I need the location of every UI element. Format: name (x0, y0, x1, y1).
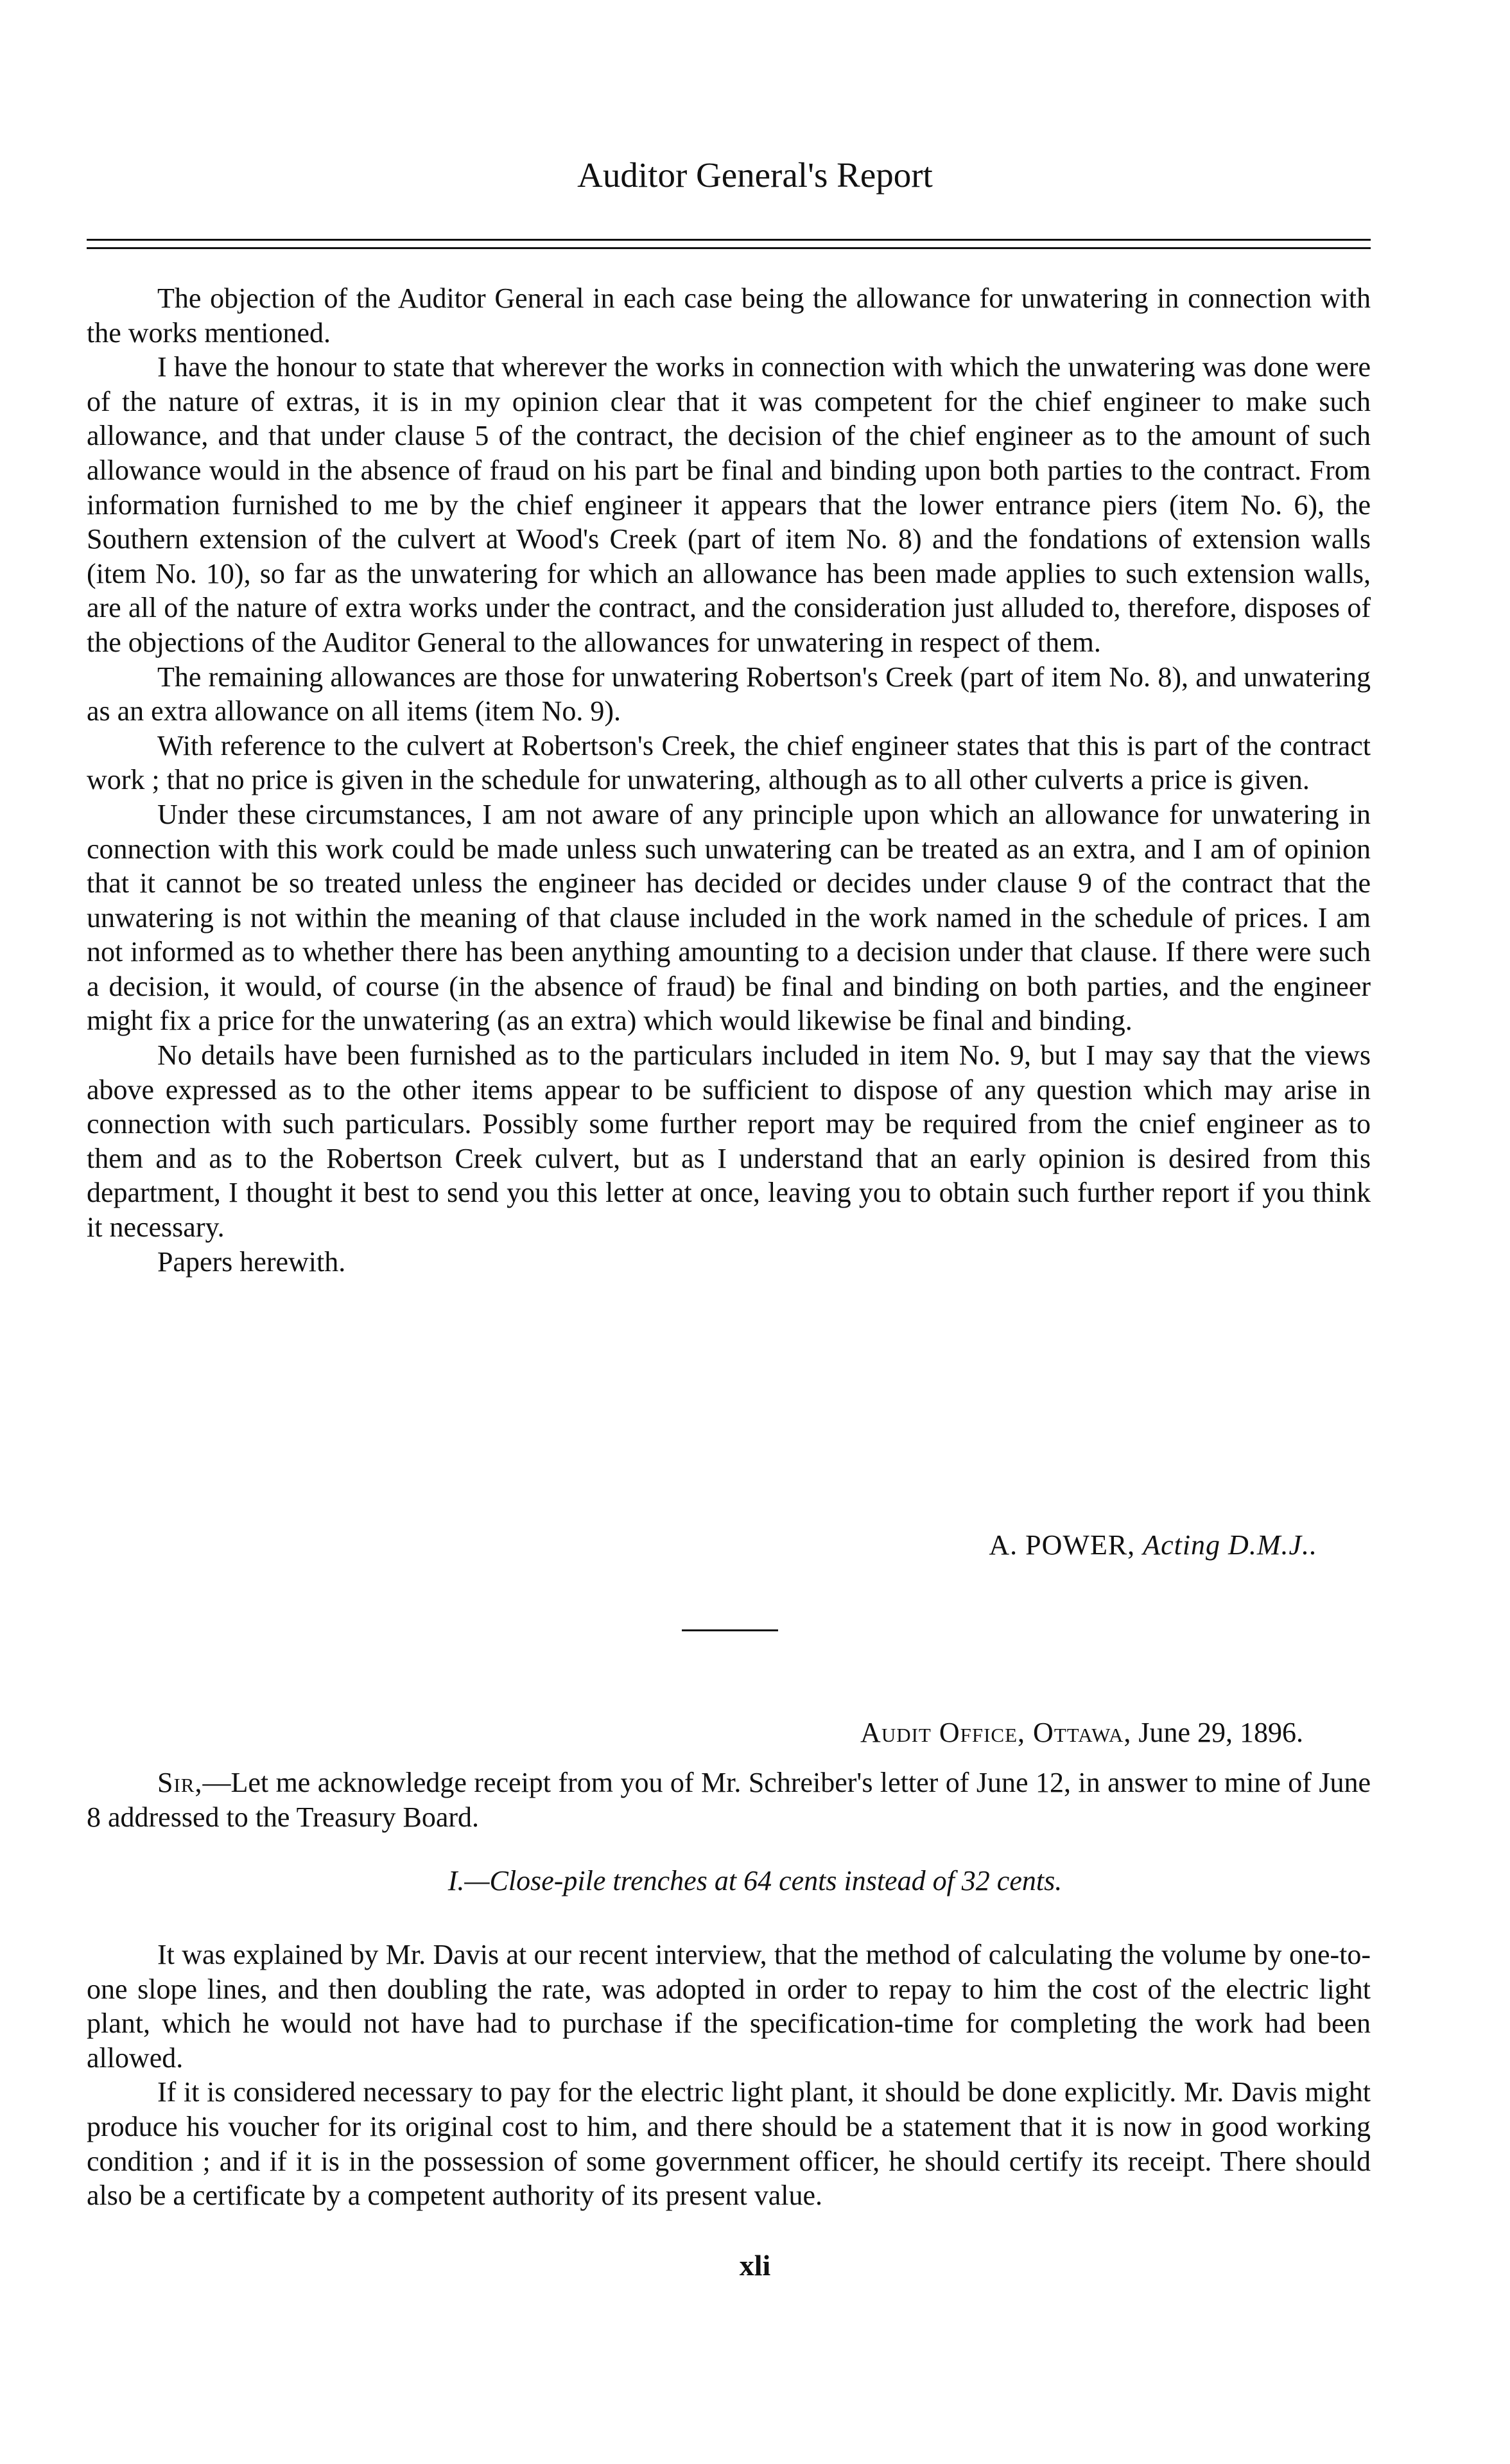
signature-title: Acting D.M.J.. (1143, 1529, 1317, 1561)
paragraph: Papers herewith. (157, 1245, 346, 1278)
second-letter-opening (87, 1766, 1371, 1834)
signature-name: A. POWER, (989, 1529, 1136, 1561)
header-double-rule (87, 239, 1371, 249)
letter-body (87, 281, 1371, 1279)
paragraph: Under these circumstances, I am not aware of any principle upon which an allowance for unwatering in connection with this work could be made unless such unwatering can be treated as an extra, and I am of opinion that it cannot be so treated unless the engineer has decided or decides under clause 9 of the contract that the unwatering is not within the meaning of that clause included in the work named in the schedule of prices. I am not informed as to whether there has been anything amounting to a decision under that clause. If there were such a decision, it would, of course (in the absence of fraud) be final and binding on both parties, and the engineer might fix a price for the unwatering (as an extra) which would likewise be final and binding. (87, 798, 1371, 1037)
section-divider (682, 1629, 778, 1631)
section-body (87, 1938, 1371, 2213)
paragraph: With reference to the culvert at Robertson's Creek, the chief engineer states that this is part of the contract work ; that no price is given in the schedule for unwatering, although as to all other culverts a price is given. (87, 729, 1371, 796)
section-heading: I.—Close-pile trenches at 64 cents instead of 32 cents. (447, 1865, 1063, 1896)
paragraph: The remaining allowances are those for unwatering Robertson's Creek (part of item No. 8), and unwatering as an extra allowance on all items (item No. 9). (87, 661, 1371, 727)
salutation-text: —Let me acknowledge receipt from you of Mr. Schreiber's letter of June 12, in answer to mine of June 8 addressed to the Treasury Board. (87, 1767, 1371, 1833)
page-header-title: Auditor General's Report (577, 155, 933, 195)
paragraph: The objection of the Auditor General in each case being the allowance for unwatering in connection with the works mentioned. (87, 282, 1371, 349)
dateline (860, 1715, 1303, 1750)
salutation-paragraph (87, 1766, 1371, 1834)
paragraph: It was explained by Mr. Davis at our recent interview, that the method of calculating the volume by one-to-one slope lines, and then doubling the rate, was adopted in order to repay to him the cost of the electric light plant, which he would not have had to purchase if the specification-time for completing the work had been allowed. (87, 1939, 1371, 2074)
signature (989, 1528, 1317, 1563)
dateline-date: June 29, 1896. (1138, 1717, 1303, 1748)
paragraph: No details have been furnished as to the particulars included in item No. 9, but I may say that the views above expressed as to the other items appear to be sufficient to dispose of any question which may arise in connection with such particulars. Possibly some further report may be required from the cnief engineer as to them and as to the Robertson Creek culvert, but as I understand that an early opinion is desired from this department, I thought it best to send you this letter at once, leaving you to obtain such further report if you think it necessary. (87, 1039, 1371, 1244)
paragraph: I have the honour to state that wherever the works in connection with which the unwatering was done were of the nature of extras, it is in my opinion clear that it was competent for the chief engineer to make such allowance, and that under clause 5 of the contract, the decision of the chief engineer as to the amount of such allowance would in the absence of fraud on his part be final and binding upon both parties to the contract. From information furnished to me by the chief engineer it appears that the lower entrance piers (item No. 6), the Southern extension of the culvert at Wood's Creek (part of item No. 8) and the fondations of extension walls (item No. 10), so far as the unwatering for which an allowance has been made applies to such extension walls, are all of the nature of extra works under the contract, and the consideration just alluded to, therefore, disposes of the objections of the Auditor General to the allowances for unwatering in respect of them. (87, 351, 1371, 658)
dateline-office: Audit Office, Ottawa, (860, 1717, 1132, 1748)
paragraph: If it is considered necessary to pay for the electric light plant, it should be done explicitly. Mr. Davis might produce his voucher for its original cost to him, and there should be a statement that it is now in good working condition ; and if it is in the possession of some government officer, he should certify its receipt. There should also be a certificate by a competent authority of its present value. (87, 2076, 1371, 2212)
salutation: Sir, (157, 1767, 203, 1798)
page-number: xli (739, 2249, 771, 2282)
